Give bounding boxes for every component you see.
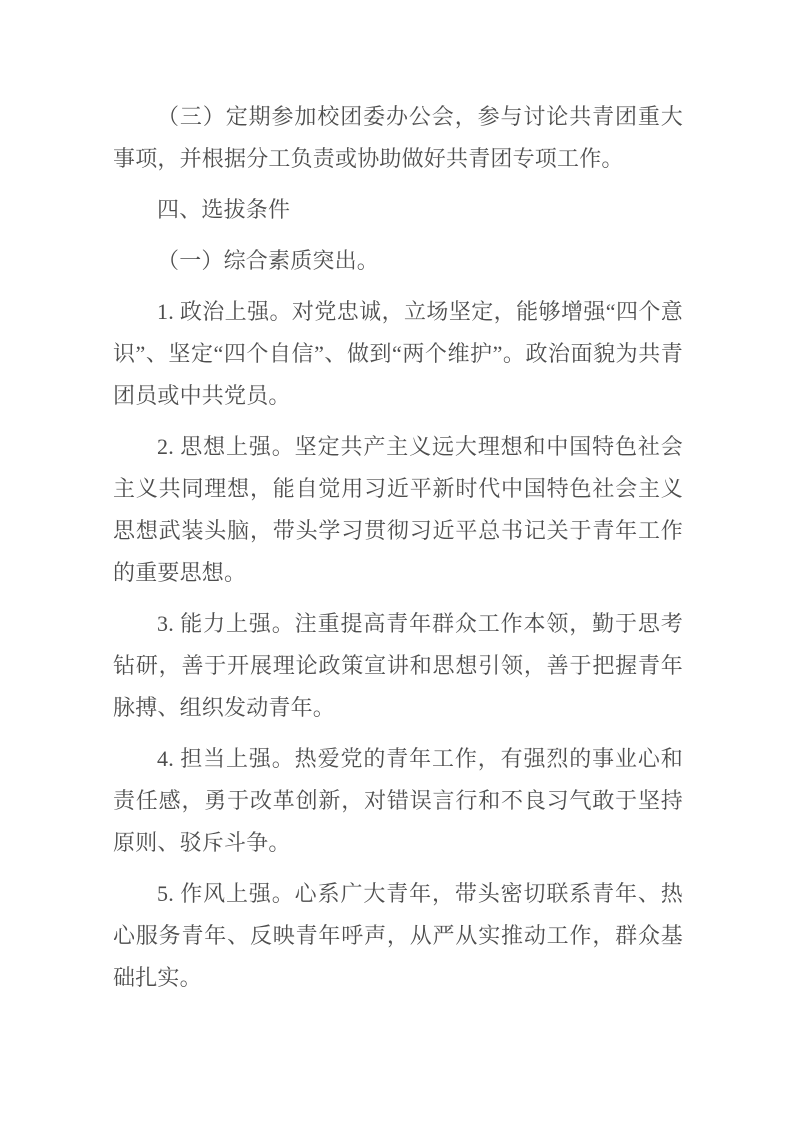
paragraph-political-strength: 1. 政治上强。对党忠诚，立场坚定，能够增强“四个意识”、坚定“四个自信”、做到“两个维护”。政治面貌为共青团员或中共党员。	[113, 299, 683, 408]
subsection-heading-comprehensive-quality: （一）综合素质突出。	[157, 248, 380, 273]
paragraph-ability-strength: 3. 能力上强。注重提高青年群众工作本领，勤于思考钻研，善于开展理论政策宣讲和思想引领，善于把握青年脉搏、组织发动青年。	[113, 611, 683, 720]
section-heading-selection-criteria: 四、选拔条件	[157, 197, 291, 222]
paragraph-ideological-strength: 2. 思想上强。坚定共产主义远大理想和中国特色社会主义共同理想，能自觉用习近平新时代中国特色社会主义思想武装头脑，带头学习贯彻习近平总书记关于青年工作的重要思想。	[113, 434, 683, 585]
paragraph-responsibility-strength: 4. 担当上强。热爱党的青年工作，有强烈的事业心和责任感，勇于改革创新，对错误言行和不良习气敢于坚持原则、驳斥斗争。	[113, 746, 683, 855]
paragraph-workstyle-strength: 5. 作风上强。心系广大青年，带头密切联系青年、热心服务青年、反映青年呼声，从严从实推动工作，群众基础扎实。	[113, 881, 683, 990]
document-text-block	[113, 0, 683, 999]
paragraph-duty-item-3: （三）定期参加校团委办公会，参与讨论共青团重大事项，并根据分工负责或协助做好共青团专项工作。	[113, 104, 683, 171]
